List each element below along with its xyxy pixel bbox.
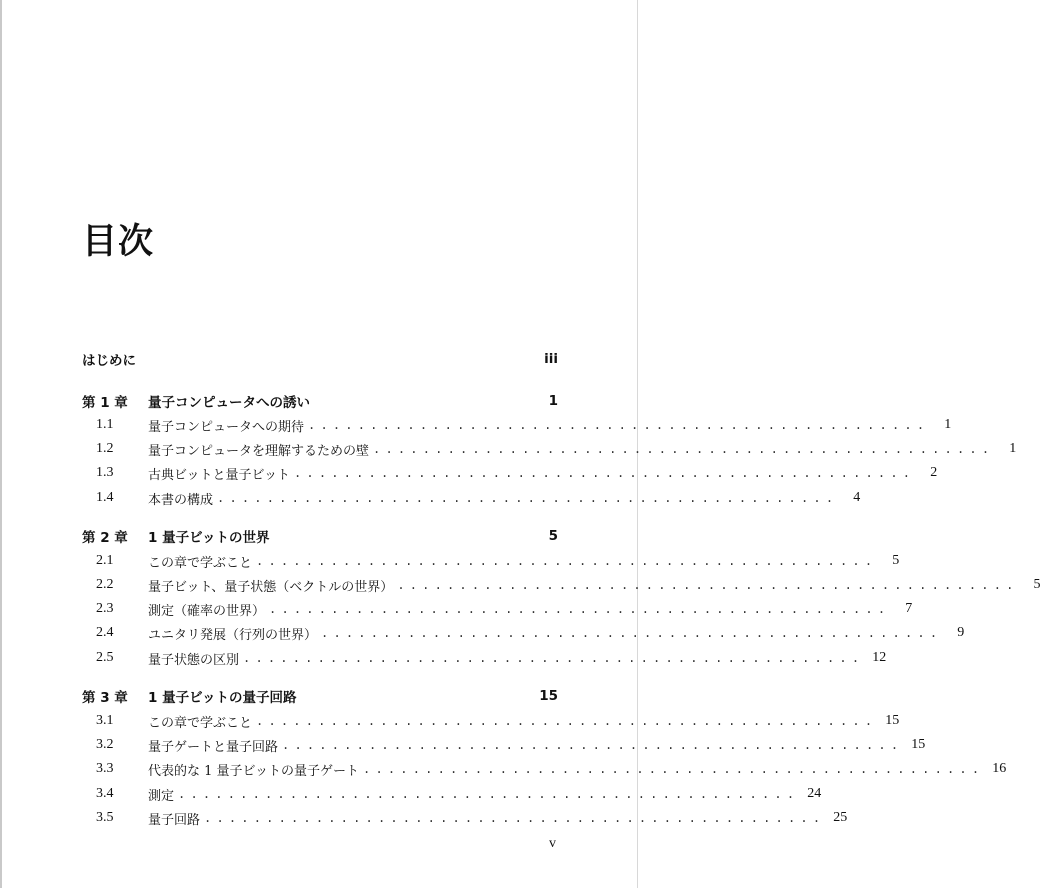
section-page: 9 (957, 625, 965, 640)
toc-chapter-row[interactable] (82, 685, 558, 707)
toc-section-row[interactable] (82, 550, 900, 572)
chapter-title: 1 量子ビットの世界 (148, 530, 270, 546)
section-page: 4 (853, 490, 861, 505)
section-title: この章で学ぶこと (148, 555, 253, 571)
section-page: 15 (911, 737, 926, 752)
section-title: 代表的な 1 量子ビットの量子ゲート (148, 763, 360, 779)
toc-preface-row[interactable] (82, 348, 558, 370)
chapter-number: 第 2 章 (82, 530, 128, 546)
dot-leader: .................................................. (373, 442, 995, 456)
dot-leader: .................................................. (363, 762, 985, 776)
dot-leader: .................................................. (204, 811, 826, 825)
dot-leader: .................................................. (178, 787, 800, 801)
section-number: 2.3 (96, 601, 114, 616)
section-number: 2.2 (96, 577, 114, 592)
section-number: 2.4 (96, 625, 114, 640)
section-title: 測定 (148, 788, 175, 804)
section-title: 量子コンピュータを理解するための壁 (148, 443, 370, 459)
section-title: 量子回路 (148, 812, 201, 828)
section-title: 量子ビット、量子状態（ベクトルの世界） (148, 579, 394, 595)
dot-leader: .................................................. (321, 626, 943, 640)
chapter-page: 1 (548, 393, 558, 409)
section-page: 7 (905, 601, 913, 616)
toc-section-row[interactable] (82, 807, 848, 829)
toc-section-row[interactable] (82, 710, 900, 732)
chapter-number: 第 3 章 (82, 690, 128, 706)
section-page: 1 (1009, 441, 1017, 456)
chapter-page: 15 (539, 688, 558, 704)
toc-section-row[interactable] (82, 438, 1017, 460)
dot-leader: .................................................. (243, 651, 865, 665)
toc-section-row[interactable] (82, 462, 938, 484)
toc-section-row[interactable] (82, 574, 1041, 596)
toc-section-row[interactable] (82, 647, 887, 669)
dot-leader: .................................................. (256, 554, 878, 568)
section-number: 3.5 (96, 810, 114, 825)
section-number: 1.3 (96, 465, 114, 480)
toc-chapter-row[interactable] (82, 390, 558, 412)
page-left-edge (0, 0, 2, 888)
section-page: 25 (833, 810, 848, 825)
section-number: 1.1 (96, 417, 114, 432)
section-title: ユニタリ発展（行列の世界） (148, 627, 318, 643)
toc-preface-page: iii (544, 351, 558, 367)
dot-leader: .................................................. (308, 418, 930, 432)
toc-section-row[interactable] (82, 783, 822, 805)
dot-leader: .................................................. (269, 602, 891, 616)
section-number: 3.4 (96, 786, 114, 801)
dot-leader: .................................................. (282, 738, 904, 752)
chapter-title: 1 量子ビットの量子回路 (148, 690, 297, 706)
section-page: 24 (807, 786, 822, 801)
toc-preface-title: はじめに (82, 353, 136, 369)
dot-leader: .................................................. (293, 466, 916, 480)
chapter-number: 第 1 章 (82, 395, 128, 411)
section-page: 5 (892, 553, 900, 568)
dot-leader: .................................................. (217, 491, 839, 505)
section-number: 3.2 (96, 737, 114, 752)
toc-section-row[interactable] (82, 734, 926, 756)
section-title: 測定（確率の世界） (148, 603, 266, 619)
chapter-title: 量子コンピュータへの誘い (148, 395, 310, 411)
toc-section-row[interactable] (82, 622, 965, 644)
page-title: 目次 (82, 222, 155, 262)
section-title: この章で学ぶこと (148, 715, 253, 731)
page-folio: v (549, 836, 556, 851)
section-page: 15 (885, 713, 900, 728)
section-page: 12 (872, 650, 887, 665)
section-number: 2.5 (96, 650, 114, 665)
section-number: 2.1 (96, 553, 114, 568)
section-title: 本書の構成 (148, 492, 214, 508)
section-number: 3.3 (96, 761, 114, 776)
section-page: 1 (944, 417, 952, 432)
toc-section-row[interactable] (82, 758, 1007, 780)
section-number: 1.2 (96, 441, 114, 456)
toc-chapter-row[interactable] (82, 525, 558, 547)
dot-leader: .................................................. (256, 714, 878, 728)
section-number: 1.4 (96, 490, 114, 505)
section-title: 量子ゲートと量子回路 (148, 739, 279, 755)
section-number: 3.1 (96, 713, 114, 728)
section-page: 2 (930, 465, 938, 480)
section-title: 古典ビットと量子ビット (148, 467, 290, 483)
section-page: 16 (992, 761, 1007, 776)
toc-section-row[interactable] (82, 414, 952, 436)
section-page: 5 (1033, 577, 1041, 592)
dot-leader: .................................................. (397, 578, 1019, 592)
section-title: 量子状態の区別 (148, 652, 240, 668)
section-title: 量子コンピュータへの期待 (148, 419, 305, 435)
toc-section-row[interactable] (82, 487, 861, 509)
toc-section-row[interactable] (82, 598, 913, 620)
chapter-page: 5 (548, 528, 558, 544)
